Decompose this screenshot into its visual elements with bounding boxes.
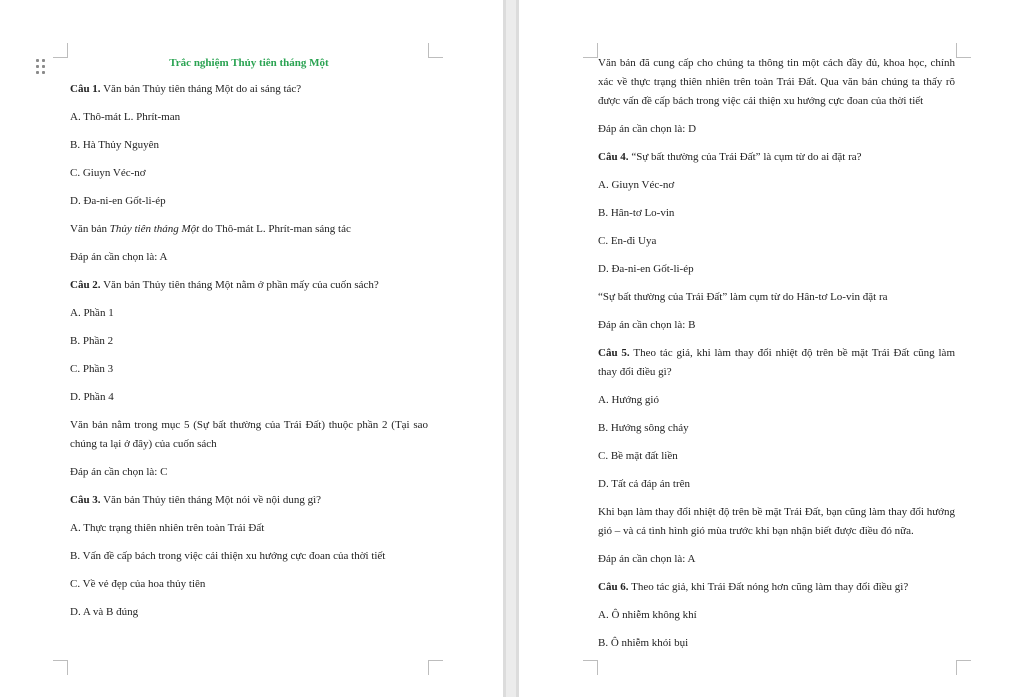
- paragraph: C. En-đi Uya: [598, 235, 657, 247]
- paragraph: B. Hướng sông chảy: [598, 422, 689, 434]
- question-paragraph: [70, 491, 428, 510]
- paragraph: Văn bản nằm trong mục 5 (Sự bất thường của Trái Đất) thuộc phần 2 (Tại sao chúng ta lại ở đây) của cuốn sách: [70, 419, 428, 450]
- question-number: Câu 6.: [598, 581, 629, 593]
- question-text: Văn bản Thủy tiên tháng Một nằm ở phần mấy của cuốn sách?: [100, 279, 379, 291]
- question-text: Văn bản Thủy tiên tháng Một do ai sáng tác?: [100, 83, 302, 95]
- question-paragraph: [598, 148, 955, 167]
- question-number: Câu 1.: [70, 83, 101, 95]
- paragraph-text: Văn bản: [70, 223, 110, 235]
- right-page-body[interactable]: [598, 54, 955, 653]
- paragraph: A. Thực trạng thiên nhiên trên toàn Trái Đất: [70, 522, 265, 534]
- paragraph: “Sự bất thường của Trái Đất” làm cụm từ do Hân-tơ Lo-vin đặt ra: [598, 291, 888, 303]
- question-number: Câu 3.: [70, 494, 101, 506]
- paragraph: Đáp án cần chọn là: D: [598, 123, 697, 135]
- paragraph: B. Ô nhiễm khói bụi: [598, 637, 689, 649]
- paragraph: C. Bề mặt đất liền: [598, 450, 678, 462]
- question-text: Theo tác giả, khi làm thay đổi nhiệt độ trên bề mặt Trái Đất cũng làm thay đổi điều gì?: [598, 347, 955, 378]
- paragraph-text: do Thô-mát L. Phrít-man sáng tác: [199, 223, 351, 235]
- question-text: Văn bản Thủy tiên tháng Một nói về nội dung gì?: [100, 494, 322, 506]
- right-page-text[interactable]: [598, 54, 955, 662]
- paragraph: B. Phần 2: [70, 335, 114, 347]
- document-title: Trắc nghiệm Thủy tiên tháng Một: [169, 57, 329, 69]
- margin-corner-top-right: [428, 43, 443, 58]
- paragraph: Đáp án cần chọn là: B: [598, 319, 696, 331]
- question-paragraph: [70, 80, 428, 99]
- paragraph: A. Phần 1: [70, 307, 114, 319]
- question-number: Câu 2.: [70, 279, 101, 291]
- question-paragraph: [598, 344, 955, 382]
- paragraph: B. Vấn đề cấp bách trong việc cải thiện xu hướng cực đoan của thời tiết: [70, 550, 386, 562]
- question-number: Câu 4.: [598, 151, 629, 163]
- paragraph: Đáp án cần chọn là: A: [598, 553, 696, 565]
- paragraph: C. Giuyn Véc-nơ: [70, 167, 146, 179]
- paragraph: D. Đa-ni-en Gốt-li-ép: [598, 263, 694, 275]
- paragraph: A. Hướng gió: [598, 394, 659, 406]
- paragraph: D. Phần 4: [70, 391, 114, 403]
- left-page-text[interactable]: [70, 54, 428, 631]
- paragraph: C. Về vẻ đẹp của hoa thủy tiên: [70, 578, 206, 590]
- paragraph: A. Ô nhiễm không khí: [598, 609, 697, 621]
- paragraph: C. Phần 3: [70, 363, 114, 375]
- explanation-paragraph: [70, 220, 428, 239]
- page-gutter: [503, 0, 519, 697]
- paragraph: B. Hà Thủy Nguyên: [70, 139, 160, 151]
- paragraph: D. Tất cả đáp án trên: [598, 478, 691, 490]
- paragraph: A. Thô-mát L. Phrít-man: [70, 111, 181, 123]
- margin-corner-bottom-right: [956, 660, 971, 675]
- paragraph: Đáp án cần chọn là: A: [70, 251, 168, 263]
- paragraph: A. Giuyn Véc-nơ: [598, 179, 675, 191]
- margin-corner-bottom-left: [53, 660, 68, 675]
- paragraph: Khi bạn làm thay đổi nhiệt độ trên bề mặt Trái Đất, bạn cũng làm thay đổi hướng gió – và cả tình hình gió mùa trước khi bạn nhận biết được điều đó nữa.: [598, 506, 955, 537]
- margin-corner-top-right: [956, 43, 971, 58]
- question-paragraph: [70, 276, 428, 295]
- margin-corner-top-left: [53, 43, 68, 58]
- paragraph: B. Hân-tơ Lo-vin: [598, 207, 675, 219]
- left-page-body[interactable]: [70, 80, 428, 622]
- margin-corner-top-left: [583, 43, 598, 58]
- question-paragraph: [598, 578, 955, 597]
- italic-title: Thủy tiên tháng Một: [109, 223, 200, 235]
- block-drag-handle-icon[interactable]: [36, 59, 46, 75]
- margin-corner-bottom-right: [428, 660, 443, 675]
- question-text: Theo tác giả, khi Trái Đất nóng hơn cũng làm thay đổi điều gì?: [628, 581, 909, 593]
- question-number: Câu 5.: [598, 347, 630, 359]
- question-text: “Sự bất thường của Trái Đất” là cụm từ do ai đặt ra?: [628, 151, 862, 163]
- paragraph: D. A và B đúng: [70, 606, 139, 618]
- paragraph: Văn bản đã cung cấp cho chúng ta thông tin một cách đầy đủ, khoa học, chính xác về thực trạng thiên nhiên trên toàn Trái Đất. Qua văn bản chúng ta thấy rõ được vấn đề cấp bách trong việc cải thiện xu hướng cực đoan của thời tiết: [598, 57, 955, 107]
- paragraph: Đáp án cần chọn là: C: [70, 466, 168, 478]
- margin-corner-bottom-left: [583, 660, 598, 675]
- paragraph: D. Đa-ni-en Gốt-li-ép: [70, 195, 166, 207]
